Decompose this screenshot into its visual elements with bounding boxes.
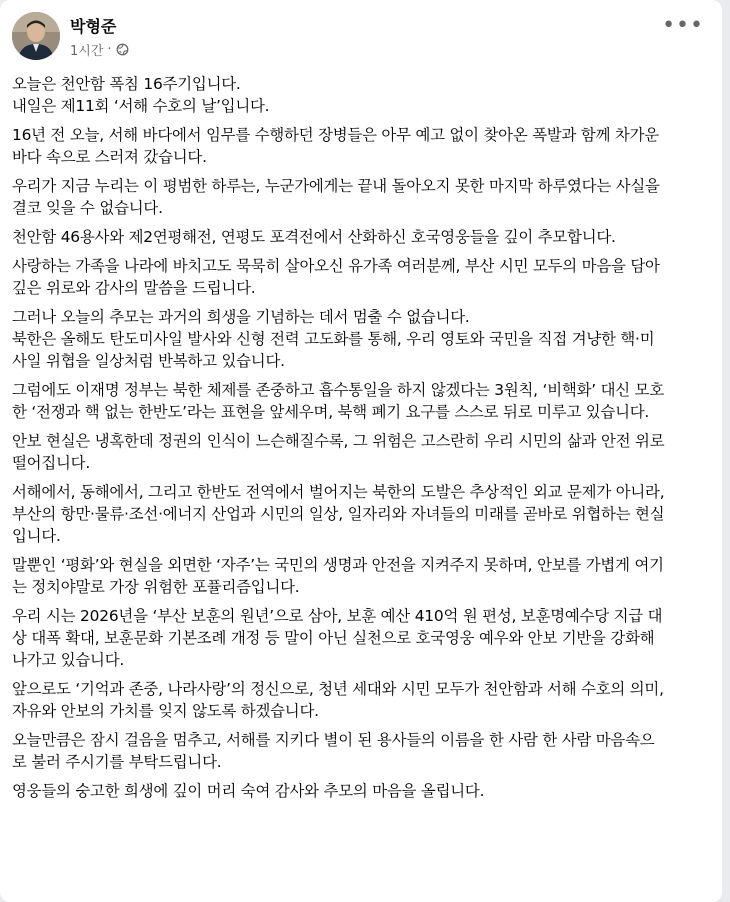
globe-icon[interactable] [116, 43, 129, 56]
post-paragraph [12, 729, 717, 773]
post-body [12, 73, 717, 809]
post-text-line: 16년 전 오늘, 서해 바다에서 임무를 수행하던 장병들은 아무 예고 없이 찾아온 폭발과 함께 차가운 [12, 126, 659, 144]
post-paragraph [12, 605, 717, 671]
post-paragraph [12, 306, 717, 372]
author-name[interactable]: 박형준 [70, 17, 117, 36]
post-paragraph [12, 379, 717, 423]
post-paragraph [12, 73, 717, 117]
post-text-line: 떨어집니다. [12, 454, 91, 472]
post-paragraph [12, 175, 717, 219]
post-time[interactable]: 1시간 [70, 44, 104, 59]
post-text-line: 말뿐인 ‘평화’와 현실을 외면한 ‘자주’는 국민의 생명과 안전을 지켜주지 못하며, 안보를 가볍게 여기 [12, 556, 664, 574]
post-paragraph [12, 430, 717, 474]
post-paragraph [12, 554, 717, 598]
post-text-line: 자유와 안보의 가치를 잊지 않도록 하겠습니다. [12, 702, 319, 720]
post-text-line: 로 불러 주시기를 부탁드립니다. [12, 753, 222, 771]
post-text-line: 천안함 46용사와 제2연평해전, 연평도 포격전에서 산화하신 호국영웅들을 깊이 추모합니다. [12, 228, 616, 246]
post-meta [70, 40, 129, 59]
post-text-line: 내일은 제11회 ‘서해 수호의 날’입니다. [12, 97, 270, 115]
more-options-icon[interactable]: ••• [662, 13, 704, 38]
post-text-line: 그러나 오늘의 추모는 과거의 희생을 기념하는 데서 멈출 수 없습니다. [12, 308, 470, 326]
post-text-line: 서해에서, 동해에서, 그리고 한반도 전역에서 벌어지는 북한의 도발은 추상적인 외교 문제가 아니라, [12, 483, 665, 501]
post-text-line: 앞으로도 ‘기억과 존중, 나라사랑’의 정신으로, 청년 세대와 시민 모두가 천안함과 서해 수호의 의미, [12, 680, 664, 698]
post-text-line: 안보 현실은 냉혹한데 정권의 인식이 느슨해질수록, 그 위험은 고스란히 우리 시민의 삶과 안전 위로 [12, 432, 665, 450]
post-text-line: 사일 위협을 일상처럼 반복하고 있습니다. [12, 352, 285, 370]
post-text-line: 는 정치야말로 가장 위험한 포퓰리즘입니다. [12, 578, 300, 596]
post-text-line: 북한은 올해도 탄도미사일 발사와 신형 전력 고도화를 통해, 우리 영토와 국민을 직접 겨냥한 핵·미 [12, 330, 655, 348]
post-paragraph [12, 780, 717, 802]
post-paragraph [12, 481, 717, 547]
post-text-line: 우리 시는 2026년을 ‘부산 보훈의 원년’으로 삼아, 보훈 예산 410억 원 편성, 보훈명예수당 지급 대 [12, 607, 663, 625]
post-text-line: 그럼에도 이재명 정부는 북한 체제를 존중하고 흡수통일을 하지 않겠다는 3원칙, ‘비핵화’ 대신 모호 [12, 381, 665, 399]
post-text-line: 바다 속으로 스러져 갔습니다. [12, 148, 207, 166]
post-text-line: 결코 잊을 수 없습니다. [12, 199, 163, 217]
post-header [12, 12, 712, 64]
post-text-line: 우리가 지금 누리는 이 평범한 하루는, 누군가에게는 끝내 돌아오지 못한 마지막 하루였다는 사실을 [12, 177, 660, 195]
post-text-line: 영웅들의 숭고한 희생에 깊이 머리 숙여 감사와 추모의 마음을 올립니다. [12, 782, 485, 800]
post-paragraph [12, 124, 717, 168]
post-text-line: 깊은 위로와 감사의 말씀을 드립니다. [12, 279, 256, 297]
post-text-line: 입니다. [12, 527, 61, 545]
avatar-photo-icon [12, 12, 60, 60]
meta-separator: · [107, 42, 112, 57]
post-paragraph [12, 678, 717, 722]
post-text-line: 사랑하는 가족을 나라에 바치고도 묵묵히 살아오신 유가족 여러분께, 부산 시민 모두의 마음을 담아 [12, 257, 660, 275]
post-text-line: 한 ‘전쟁과 핵 없는 한반도’라는 표현을 앞세우며, 북핵 폐기 요구를 스스로 뒤로 미루고 있습니다. [12, 403, 650, 421]
author-avatar[interactable] [12, 12, 60, 60]
post-text-line: 오늘은 천안함 폭침 16주기입니다. [12, 75, 241, 93]
post-text-line: 부산의 항만·물류·조선·에너지 산업과 시민의 일상, 일자리와 자녀들의 미래를 곧바로 위협하는 현실 [12, 505, 665, 523]
post-text-line: 오늘만큼은 잠시 걸음을 멈추고, 서해를 지키다 별이 된 용사들의 이름을 한 사람 한 사람 마음속으 [12, 731, 655, 749]
post-text-line: 나가고 있습니다. [12, 651, 125, 669]
post-paragraph [12, 226, 717, 248]
post-text-line: 상 대폭 확대, 보훈문화 기본조례 개정 등 말이 아닌 실천으로 호국영웅 예우와 안보 기반을 강화해 [12, 629, 655, 647]
post-paragraph [12, 255, 717, 299]
